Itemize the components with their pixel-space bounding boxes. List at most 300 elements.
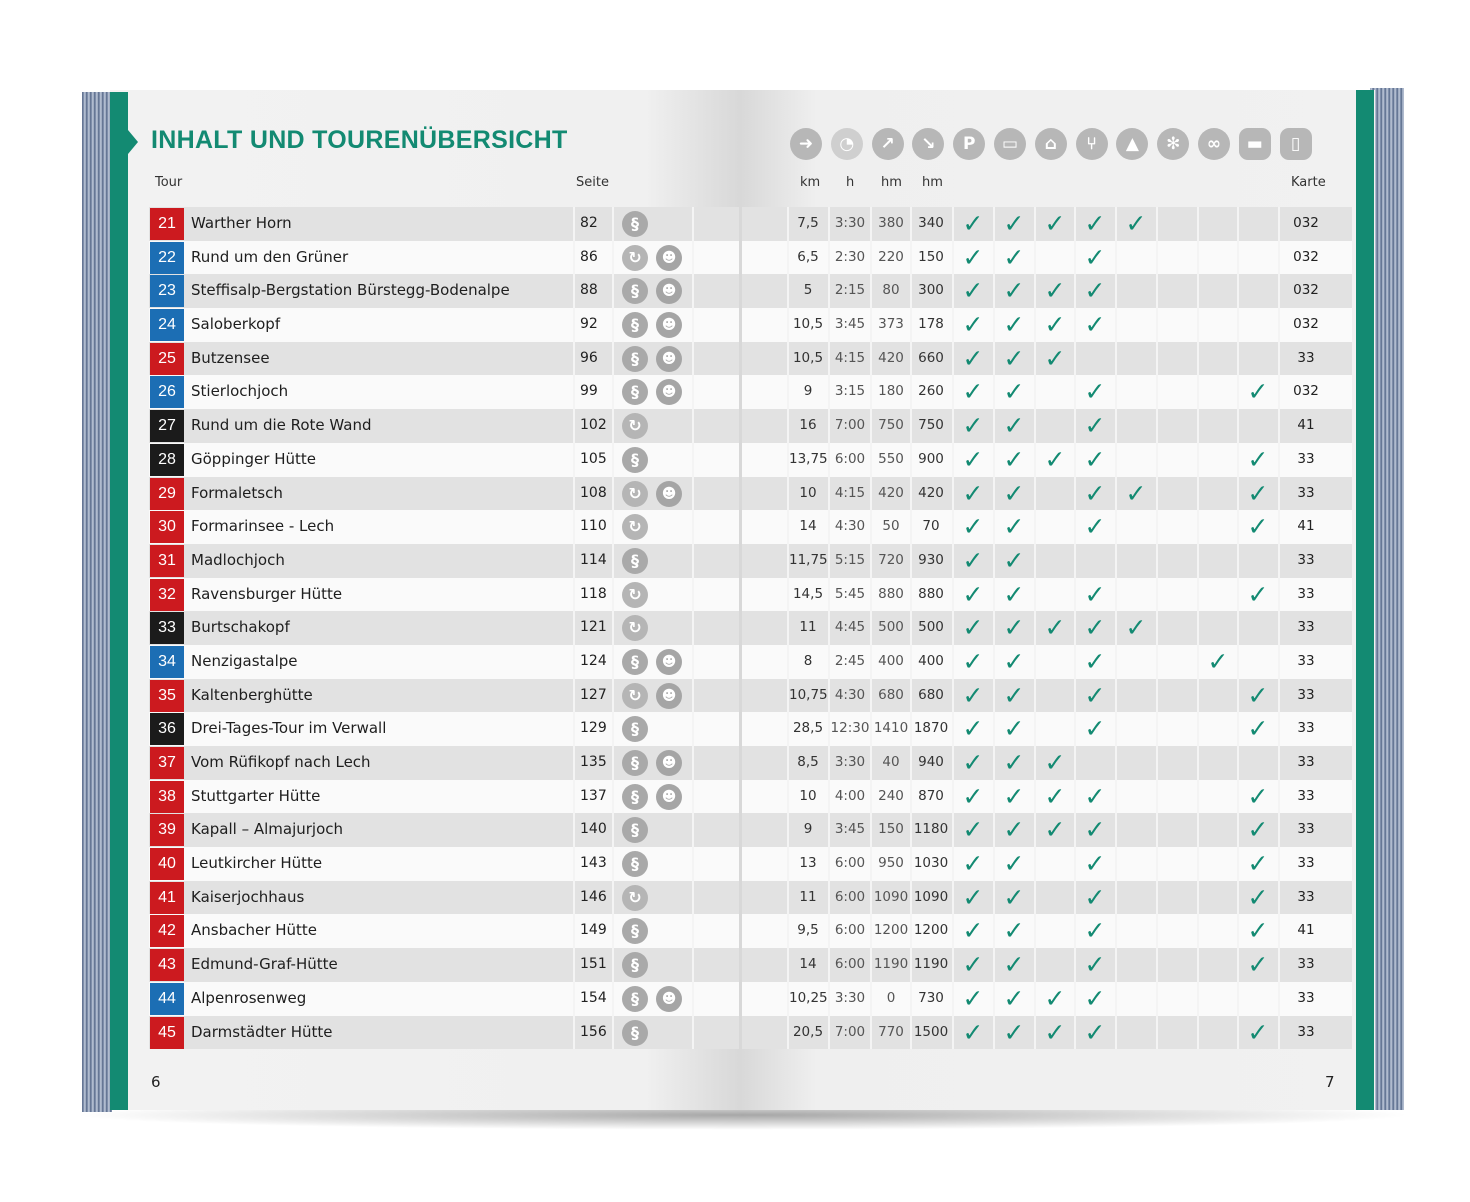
column-divider — [692, 645, 694, 679]
column-divider — [573, 645, 575, 679]
check-icon: ✓ — [1125, 613, 1147, 643]
tour-descent: 500 — [918, 619, 944, 636]
tour-map: 33 — [1297, 484, 1315, 501]
check-icon: ✓ — [962, 815, 984, 845]
column-divider — [573, 544, 575, 578]
tour-map: 41 — [1297, 922, 1315, 939]
column-divider — [573, 948, 575, 982]
tour-number-badge: 26 — [150, 376, 184, 408]
tour-page: 114 — [580, 551, 607, 568]
tour-ascent: 220 — [878, 248, 904, 265]
header-hm-down: hm — [922, 175, 943, 190]
tour-row — [149, 578, 739, 612]
tour-row — [149, 712, 739, 746]
loop-route-icon: ↻ — [622, 885, 648, 911]
check-icon: ✓ — [1084, 646, 1106, 676]
check-icon: ✓ — [1084, 209, 1106, 238]
tour-ascent: 950 — [878, 855, 904, 872]
column-divider — [692, 780, 694, 814]
column-divider — [1156, 746, 1158, 780]
check-icon: ✓ — [1003, 444, 1025, 474]
tour-km: 9,5 — [797, 922, 819, 939]
column-divider — [1074, 544, 1076, 578]
column-divider — [612, 274, 614, 308]
tour-row — [149, 645, 739, 679]
check-icon: ✓ — [1003, 411, 1025, 441]
tour-ascent: 1190 — [873, 956, 909, 973]
tour-ascent: 0 — [886, 989, 896, 1006]
tour-page: 127 — [580, 686, 607, 703]
tour-name: Rund um die Rote Wand — [191, 416, 372, 435]
tour-km: 8 — [803, 652, 813, 669]
check-icon: ✓ — [962, 646, 984, 676]
tour-row — [149, 746, 739, 780]
check-icon: ✓ — [1084, 983, 1106, 1013]
tour-list-right — [742, 207, 1352, 1049]
check-icon: ✓ — [1084, 411, 1106, 441]
check-icon: ✓ — [1003, 1017, 1025, 1047]
tour-km: 20,5 — [792, 1023, 824, 1040]
tour-name: Madlochjoch — [191, 550, 285, 569]
tour-km: 11 — [799, 619, 817, 636]
check-icon: ✓ — [1125, 209, 1147, 238]
one-way-route-icon: § — [622, 447, 648, 473]
tour-map: 33 — [1297, 619, 1315, 636]
tour-number-badge: 31 — [150, 545, 184, 577]
column-divider — [1156, 712, 1158, 746]
column-divider — [1197, 712, 1199, 746]
column-divider — [1156, 578, 1158, 612]
tour-name: Kaltenberghütte — [191, 685, 313, 704]
tour-map: 33 — [1297, 888, 1315, 905]
tour-number-badge: 44 — [150, 983, 184, 1015]
column-divider — [1197, 982, 1199, 1016]
start-arrow-icon: ➜ — [790, 128, 822, 160]
tour-page: 137 — [580, 787, 607, 804]
loop-route-icon: ↻ — [622, 481, 648, 507]
check-icon: ✓ — [1084, 680, 1106, 710]
tour-name: Leutkircher Hütte — [191, 854, 323, 873]
tour-row — [149, 679, 739, 713]
column-divider — [692, 1016, 694, 1050]
column-divider — [692, 948, 694, 982]
one-way-route-icon: § — [622, 346, 648, 372]
column-divider — [1197, 746, 1199, 780]
one-way-route-icon: § — [622, 1020, 648, 1046]
check-icon: ✓ — [1084, 714, 1106, 744]
tour-number-badge: 40 — [150, 848, 184, 880]
column-divider — [1034, 544, 1036, 578]
tour-descent: 70 — [922, 518, 940, 535]
tour-km: 6,5 — [797, 248, 819, 265]
tour-page: 99 — [580, 383, 598, 400]
tour-row-stats — [742, 274, 1352, 308]
check-icon: ✓ — [1247, 579, 1269, 609]
tour-row — [149, 477, 739, 511]
column-divider — [1237, 982, 1239, 1016]
column-divider — [1237, 274, 1239, 308]
tour-row-stats — [742, 342, 1352, 376]
tour-row — [149, 308, 739, 342]
check-icon: ✓ — [1003, 343, 1025, 373]
page-title: INHALT UND TOURENÜBERSICHT — [151, 126, 568, 154]
column-divider — [612, 1016, 614, 1050]
header-tour: Tour — [155, 175, 183, 190]
tour-descent: 1200 — [913, 922, 949, 939]
column-divider — [1237, 645, 1239, 679]
column-divider — [1115, 881, 1117, 915]
tour-hours: 3:30 — [834, 989, 866, 1006]
column-divider — [573, 207, 575, 241]
tour-ascent: 80 — [882, 282, 900, 299]
column-divider — [692, 409, 694, 443]
check-icon: ✓ — [1247, 478, 1269, 508]
map-icon: ▯ — [1280, 128, 1312, 160]
tour-descent: 420 — [918, 484, 944, 501]
kids-bear-icon: ☻ — [656, 379, 682, 405]
tour-hours: 4:15 — [834, 484, 866, 501]
tour-page: 88 — [580, 282, 598, 299]
tour-page: 135 — [580, 754, 607, 770]
check-icon: ✓ — [1247, 950, 1269, 980]
tour-hours: 3:30 — [834, 215, 866, 231]
tour-map: 33 — [1297, 956, 1315, 973]
tour-map: 41 — [1297, 417, 1315, 434]
tour-km: 13 — [799, 855, 817, 872]
tour-name: Stuttgarter Hütte — [191, 786, 321, 805]
column-divider — [1034, 375, 1036, 409]
check-icon: ✓ — [1003, 613, 1025, 643]
kids-bear-icon: ☻ — [656, 986, 682, 1012]
tour-name: Vom Rüfikopf nach Lech — [191, 753, 371, 771]
tour-map: 032 — [1293, 215, 1319, 231]
tour-km: 7,5 — [797, 215, 819, 231]
check-icon: ✓ — [1003, 882, 1025, 912]
check-icon: ✓ — [962, 916, 984, 946]
column-divider — [1156, 881, 1158, 915]
tour-name: Darmstädter Hütte — [191, 1022, 333, 1041]
column-divider — [1156, 207, 1158, 241]
column-divider — [1115, 712, 1117, 746]
one-way-route-icon: § — [622, 750, 648, 776]
tour-row — [149, 813, 739, 847]
column-divider — [573, 443, 575, 477]
column-divider — [1156, 544, 1158, 578]
tour-name: Formarinsee - Lech — [191, 517, 335, 536]
tour-ascent: 1410 — [873, 720, 909, 737]
tour-number-badge: 25 — [150, 343, 184, 375]
tour-km: 14,5 — [792, 585, 824, 602]
tour-hours: 4:30 — [834, 686, 866, 703]
tour-km: 10,75 — [789, 686, 828, 703]
tour-descent: 340 — [918, 215, 944, 231]
check-icon: ✓ — [1247, 714, 1269, 744]
tour-km: 13,75 — [789, 450, 828, 467]
column-divider — [1115, 308, 1117, 342]
check-icon: ✓ — [962, 478, 984, 508]
check-icon: ✓ — [962, 411, 984, 441]
column-divider — [1197, 443, 1199, 477]
tour-number-badge: 36 — [150, 713, 184, 745]
tour-row-stats — [742, 914, 1352, 948]
column-divider — [1197, 578, 1199, 612]
column-divider — [1197, 679, 1199, 713]
tour-name: Steffisalp-Bergstation Bürstegg-Bodenalpe — [191, 281, 510, 300]
check-icon: ✓ — [962, 748, 984, 777]
column-divider — [692, 578, 694, 612]
tour-row-stats — [742, 780, 1352, 814]
tour-hours: 2:15 — [834, 282, 866, 299]
column-divider — [612, 679, 614, 713]
column-divider — [573, 1016, 575, 1050]
kids-bear-icon: ☻ — [656, 683, 682, 709]
column-divider — [612, 611, 614, 645]
tour-map: 032 — [1293, 248, 1319, 265]
column-divider — [1034, 948, 1036, 982]
tour-map: 032 — [1293, 383, 1319, 400]
check-icon: ✓ — [1247, 377, 1269, 407]
tour-row-stats — [742, 443, 1352, 477]
tour-km: 10 — [799, 787, 817, 804]
column-divider — [1197, 544, 1199, 578]
check-icon: ✓ — [1084, 310, 1106, 340]
tour-hours: 7:00 — [834, 1023, 866, 1040]
tour-descent: 870 — [918, 787, 944, 804]
column-divider — [612, 443, 614, 477]
tour-page: 96 — [580, 349, 598, 366]
one-way-route-icon: § — [622, 278, 648, 304]
column-divider — [1115, 914, 1117, 948]
check-icon: ✓ — [1003, 209, 1025, 238]
column-divider — [612, 510, 614, 544]
tour-descent: 1090 — [913, 888, 949, 905]
tour-row-stats — [742, 813, 1352, 847]
tour-map: 33 — [1297, 349, 1315, 366]
column-divider — [1115, 679, 1117, 713]
tour-map: 33 — [1297, 551, 1315, 568]
column-divider — [573, 578, 575, 612]
check-icon: ✓ — [962, 310, 984, 340]
tour-number-badge: 32 — [150, 579, 184, 611]
tour-number-badge: 28 — [150, 444, 184, 476]
tour-ascent: 680 — [878, 686, 904, 703]
one-way-route-icon: § — [622, 986, 648, 1012]
column-divider — [692, 746, 694, 780]
left-green-band — [110, 92, 128, 1110]
check-icon: ✓ — [1003, 242, 1025, 272]
tour-number-badge: 27 — [150, 410, 184, 442]
tour-name: Saloberkopf — [191, 315, 281, 334]
tour-row-stats — [742, 1016, 1352, 1050]
tour-ascent: 1090 — [873, 888, 909, 905]
check-icon: ✓ — [1044, 1017, 1066, 1047]
check-icon: ✓ — [1084, 613, 1106, 643]
column-divider — [573, 611, 575, 645]
tour-map: 33 — [1297, 652, 1315, 669]
tour-name: Kaiserjochhaus — [191, 887, 305, 906]
hut-icon: ▲ — [1116, 128, 1148, 160]
tour-number-badge: 23 — [150, 275, 184, 307]
column-divider — [1034, 712, 1036, 746]
tour-row — [149, 914, 739, 948]
column-divider — [692, 207, 694, 241]
tour-page: 102 — [580, 417, 607, 434]
tour-descent: 930 — [918, 551, 944, 568]
tour-row — [149, 274, 739, 308]
column-divider — [692, 274, 694, 308]
column-divider — [612, 780, 614, 814]
tour-ascent: 50 — [882, 518, 900, 535]
tour-name: Edmund-Graf-Hütte — [191, 955, 338, 974]
tour-ascent: 880 — [878, 585, 904, 602]
column-divider — [1156, 611, 1158, 645]
tour-row — [149, 375, 739, 409]
column-divider — [1034, 510, 1036, 544]
tour-km: 11 — [799, 888, 817, 905]
kids-bear-icon: ☻ — [656, 750, 682, 776]
column-divider — [1237, 611, 1239, 645]
tour-row-stats — [742, 746, 1352, 780]
tour-name: Göppinger Hütte — [191, 449, 316, 468]
column-divider — [612, 477, 614, 511]
check-icon: ✓ — [1247, 849, 1269, 879]
tour-km: 14 — [799, 956, 817, 973]
tour-descent: 400 — [918, 652, 944, 669]
tour-map: 33 — [1297, 821, 1315, 838]
tour-hours: 3:45 — [834, 316, 866, 333]
tour-map: 33 — [1297, 787, 1315, 804]
tour-number-badge: 34 — [150, 646, 184, 678]
column-divider — [1156, 510, 1158, 544]
clock-icon: ◔ — [831, 128, 863, 160]
column-divider — [612, 308, 614, 342]
kids-bear-icon: ☻ — [656, 481, 682, 507]
column-divider — [1115, 443, 1117, 477]
column-divider — [692, 712, 694, 746]
tour-hours: 6:00 — [834, 855, 866, 872]
tour-hours: 3:45 — [834, 821, 866, 838]
column-divider — [612, 342, 614, 376]
column-divider — [1115, 241, 1117, 275]
tour-page: 149 — [580, 922, 607, 939]
column-divider — [573, 712, 575, 746]
column-divider — [1115, 948, 1117, 982]
column-divider — [1115, 746, 1117, 780]
column-divider — [1156, 477, 1158, 511]
bed-icon: ▬ — [1239, 128, 1271, 160]
check-icon: ✓ — [1044, 209, 1066, 238]
column-divider — [692, 544, 694, 578]
column-divider — [692, 679, 694, 713]
tour-km: 5 — [803, 282, 813, 299]
tour-descent: 730 — [918, 989, 944, 1006]
tour-descent: 300 — [918, 282, 944, 299]
tour-row-stats — [742, 241, 1352, 275]
tour-row-stats — [742, 510, 1352, 544]
column-divider — [1237, 207, 1239, 241]
tour-page: 129 — [580, 720, 607, 737]
check-icon: ✓ — [1044, 748, 1066, 777]
check-icon: ✓ — [962, 983, 984, 1013]
tour-row-stats — [742, 308, 1352, 342]
check-icon: ✓ — [1247, 680, 1269, 710]
column-divider — [612, 847, 614, 881]
check-icon: ✓ — [1247, 781, 1269, 811]
tour-hours: 7:00 — [834, 417, 866, 434]
tour-number-badge: 24 — [150, 309, 184, 341]
check-icon: ✓ — [1084, 882, 1106, 912]
tour-hours: 2:30 — [834, 248, 866, 265]
check-icon: ✓ — [1084, 781, 1106, 811]
tour-row — [149, 780, 739, 814]
column-divider — [1156, 948, 1158, 982]
tour-km: 9 — [803, 383, 813, 400]
check-icon: ✓ — [1003, 916, 1025, 946]
tour-map: 032 — [1293, 316, 1319, 333]
check-icon: ✓ — [1247, 815, 1269, 845]
column-divider — [1156, 443, 1158, 477]
check-icon: ✓ — [1084, 950, 1106, 980]
check-icon: ✓ — [962, 882, 984, 912]
check-icon: ✓ — [962, 950, 984, 980]
tour-number-badge: 21 — [150, 208, 184, 240]
column-divider — [1156, 241, 1158, 275]
column-divider — [692, 375, 694, 409]
column-divider — [1197, 914, 1199, 948]
tour-map: 33 — [1297, 450, 1315, 467]
tour-row — [149, 443, 739, 477]
tour-row — [149, 342, 739, 376]
column-divider — [692, 914, 694, 948]
check-icon: ✓ — [1084, 242, 1106, 272]
check-icon: ✓ — [1084, 276, 1106, 306]
tour-name: Warther Horn — [191, 214, 292, 232]
tour-row — [149, 948, 739, 982]
check-icon: ✓ — [1084, 377, 1106, 407]
column-divider — [1237, 342, 1239, 376]
column-divider — [1034, 578, 1036, 612]
column-divider — [1156, 375, 1158, 409]
one-way-route-icon: § — [622, 312, 648, 338]
tour-ascent: 720 — [878, 551, 904, 568]
column-divider — [1156, 679, 1158, 713]
tour-hours: 4:30 — [834, 518, 866, 535]
tour-hours: 4:45 — [834, 619, 866, 636]
tour-km: 11,75 — [789, 551, 828, 568]
check-icon: ✓ — [1044, 310, 1066, 340]
column-divider — [1156, 645, 1158, 679]
column-divider — [573, 847, 575, 881]
check-icon: ✓ — [962, 781, 984, 811]
column-divider — [612, 409, 614, 443]
tour-name: Rund um den Grüner — [191, 247, 349, 266]
tour-row — [149, 241, 739, 275]
tour-name: Stierlochjoch — [191, 382, 289, 401]
check-icon: ✓ — [1247, 882, 1269, 912]
tour-descent: 880 — [918, 585, 944, 602]
tour-row — [149, 207, 739, 241]
column-divider — [1156, 1016, 1158, 1050]
column-divider — [612, 578, 614, 612]
one-way-route-icon: § — [622, 851, 648, 877]
column-divider — [612, 982, 614, 1016]
tour-ascent: 1200 — [873, 922, 909, 939]
column-divider — [1115, 544, 1117, 578]
tour-descent: 1030 — [913, 855, 949, 872]
tour-name: Ravensburger Hütte — [191, 584, 343, 603]
tour-km: 28,5 — [792, 720, 824, 737]
tour-hours: 3:15 — [834, 383, 866, 400]
